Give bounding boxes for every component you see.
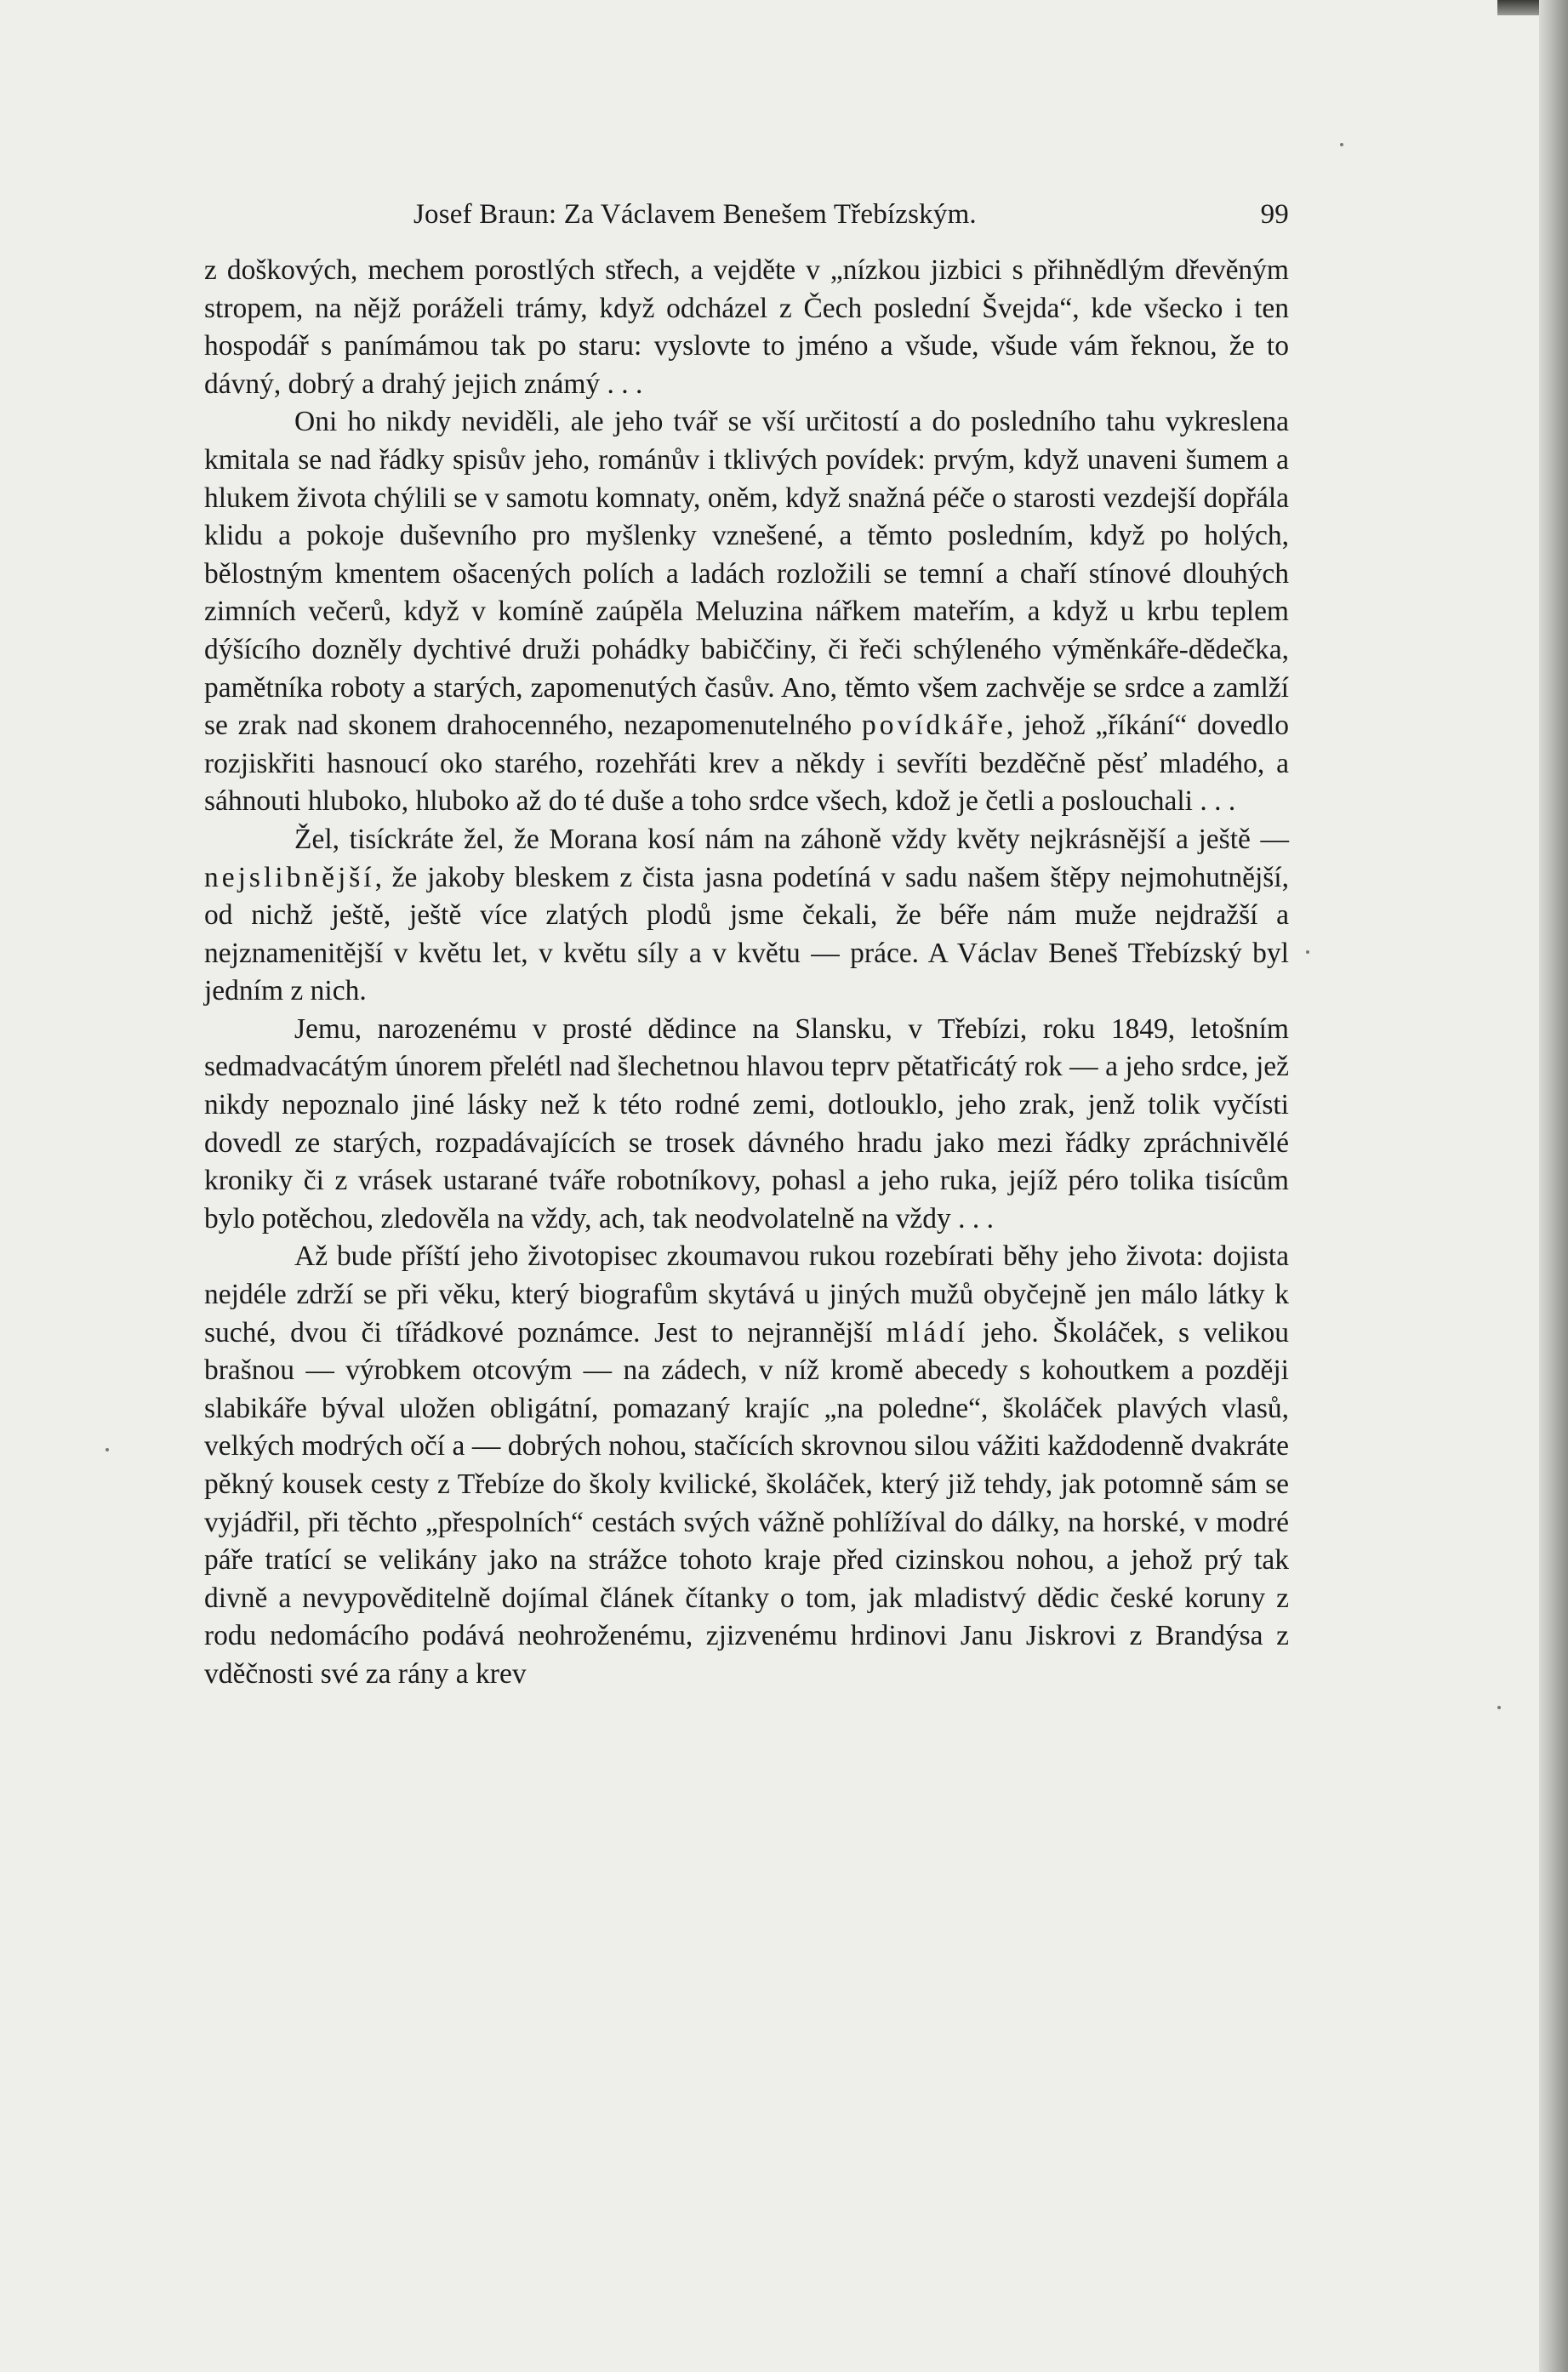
paragraph-2 xyxy=(204,403,1289,821)
paragraph-4: Jemu, narozenému v prosté dědince na Slansku, v Třebízi, roku 1849, letošním sedmadvacátým únorem přelétl nad šlechetnou hlavou teprv pětatřicátý rok — a jeho srdce, jež nikdy nepoznalo jiné lásky než k této rodné zemi, dotlouklo, jeho zrak, jenž tolik vyčísti dovedl ze starých, rozpadávajících se trosek dávného hradu jako mezi řádky zpráchnivělé kroniky či z vrásek ustarané tváře robotníkovy, pohasl a jeho ruka, jejíž péro tolika tisícům bylo potěchou, zledověla na vždy, ach, tak neodvolatelně na vždy . . . xyxy=(204,1012,1289,1234)
paragraph-1: z doškových, mechem porostlých střech, a vejděte v „nízkou jizbici s přihnědlým dřevěným stropem, na nějž poráželi trámy, když odcházel z Čech poslední Švejda“, kde všecko i ten hospodář s panímámou tak po staru: vyslovte to jméno a všude, všude vám řeknou, že to dávný, dobrý a drahý jejich známý . . . xyxy=(204,254,1289,400)
paragraph-3 xyxy=(204,821,1289,1011)
page-number: 99 xyxy=(1260,199,1289,230)
scan-right-edge-shadow xyxy=(1539,0,1568,2372)
scan-speck xyxy=(1340,143,1343,146)
paragraph-3-text-a: Žel, tisíckráte žel, že Morana kosí nám na záhoně vždy květy nejkrásnější a ještě — xyxy=(294,823,1289,855)
scan-speck xyxy=(1306,950,1309,954)
scan-speck xyxy=(105,1448,109,1451)
emphasis-nejslibnejsi: nejslibnější xyxy=(204,861,375,893)
paragraph-5-text-a: Až bude příští jeho životopisec zkoumavou rukou rozebírati běhy jeho života: dojista nejdéle zdrží se při věku, který biografům skytává u jiných mužů obyčejně jen málo látky k suché, dvou či tířádkové poznámce. Jest to nejrannější xyxy=(204,1240,1289,1349)
body-text xyxy=(204,252,1289,1694)
paragraph-2-text-a: Oni ho nikdy neviděli, ale jeho tvář se vší určitostí a do posledního tahu vykreslena kmitala se nad řádky spisův jeho, románův i tklivých povídek: prvým, když unaveni šumem a hlukem života chýlili se v samotu komnaty, oněm, když snažná péče o starosti vezdejší dopřála klidu a pokoje duševního pro myšlenky vznešené, a těmto posledním, když po holých, bělostným kmentem ošacených polích a ladách rozložili se temní a chaří stínové dlouhých zimních večerů, když v komíně zaúpěla Meluzina nářkem mateřím, a když u krbu teplem dýšícího dozněly dychtivé druži pohádky babiččiny, či řeči schýleného výměnkáře-dědečka, pamětníka roboty a starých, zapomenutých časův. Ano, těmto všem zachvěje se srdce a zamlží se zrak nad skonem drahocenného, nezapomenutelného xyxy=(204,406,1289,742)
paragraph-5-text-b: jeho. Školáček, s velikou brašnou — výrobkem otcovým — na zádech, v níž kromě abecedy s kohoutkem a později slabikáře býval uložen obligátní, pomazaný krajíc „na poledne“, školáček plavých vlasů, velkých modrých očí a — dobrých nohou, stačících skrovnou silou vážiti každodenně dvakráte pěkný kousek cesty z Třebíze do školy kvilické, školáček, který již tehdy, jak potomně sám se vyjádřil, při těchto „přespolních“ cestách svých vážně pohlížíval do dálky, na horské, v modré páře tratící se velikány jako na strážce tohoto kraje před cizinskou nohou, a jehož prý tak divně a nevypověditelně dojímal článek čítanky o tom, jak mladistvý dědic české koruny z rodu nedomácího podává neohroženému, zjizvenému hrdinovi Janu Jiskrovi z Brandýsa z vděčnosti své za rány a krev xyxy=(204,1316,1289,1690)
emphasis-povidkare: povídkáře xyxy=(861,710,1006,742)
emphasis-mladi: mládí xyxy=(886,1316,969,1349)
scan-speck xyxy=(1497,1706,1501,1709)
paragraph-3-text-b: , že jakoby bleskem z čista jasna podetíná v sadu našem štěpy nejmohutnější, od nichž ještě, ještě více zlatých plodů jsme čekali, že béře nám muže nejdražší a nejznamenitější v květu let, v květu síly a v květu — práce. A Václav Beneš Třebízský byl jedním z nich. xyxy=(204,861,1289,1007)
paragraph-5 xyxy=(204,1238,1289,1693)
paragraph-2-text-b: , jehož „říkání“ dovedlo rozjiskřiti hasnoucí oko starého, rozehřáti krev a někdy i sevříti bezděčně pěsť mladého, a sáhnouti hluboko, hluboko až do té duše a toho srdce všech, kdož je četli a poslouchali . . . xyxy=(204,710,1289,818)
running-title: Josef Braun: Za Václavem Benešem Třebízským. xyxy=(413,199,977,230)
